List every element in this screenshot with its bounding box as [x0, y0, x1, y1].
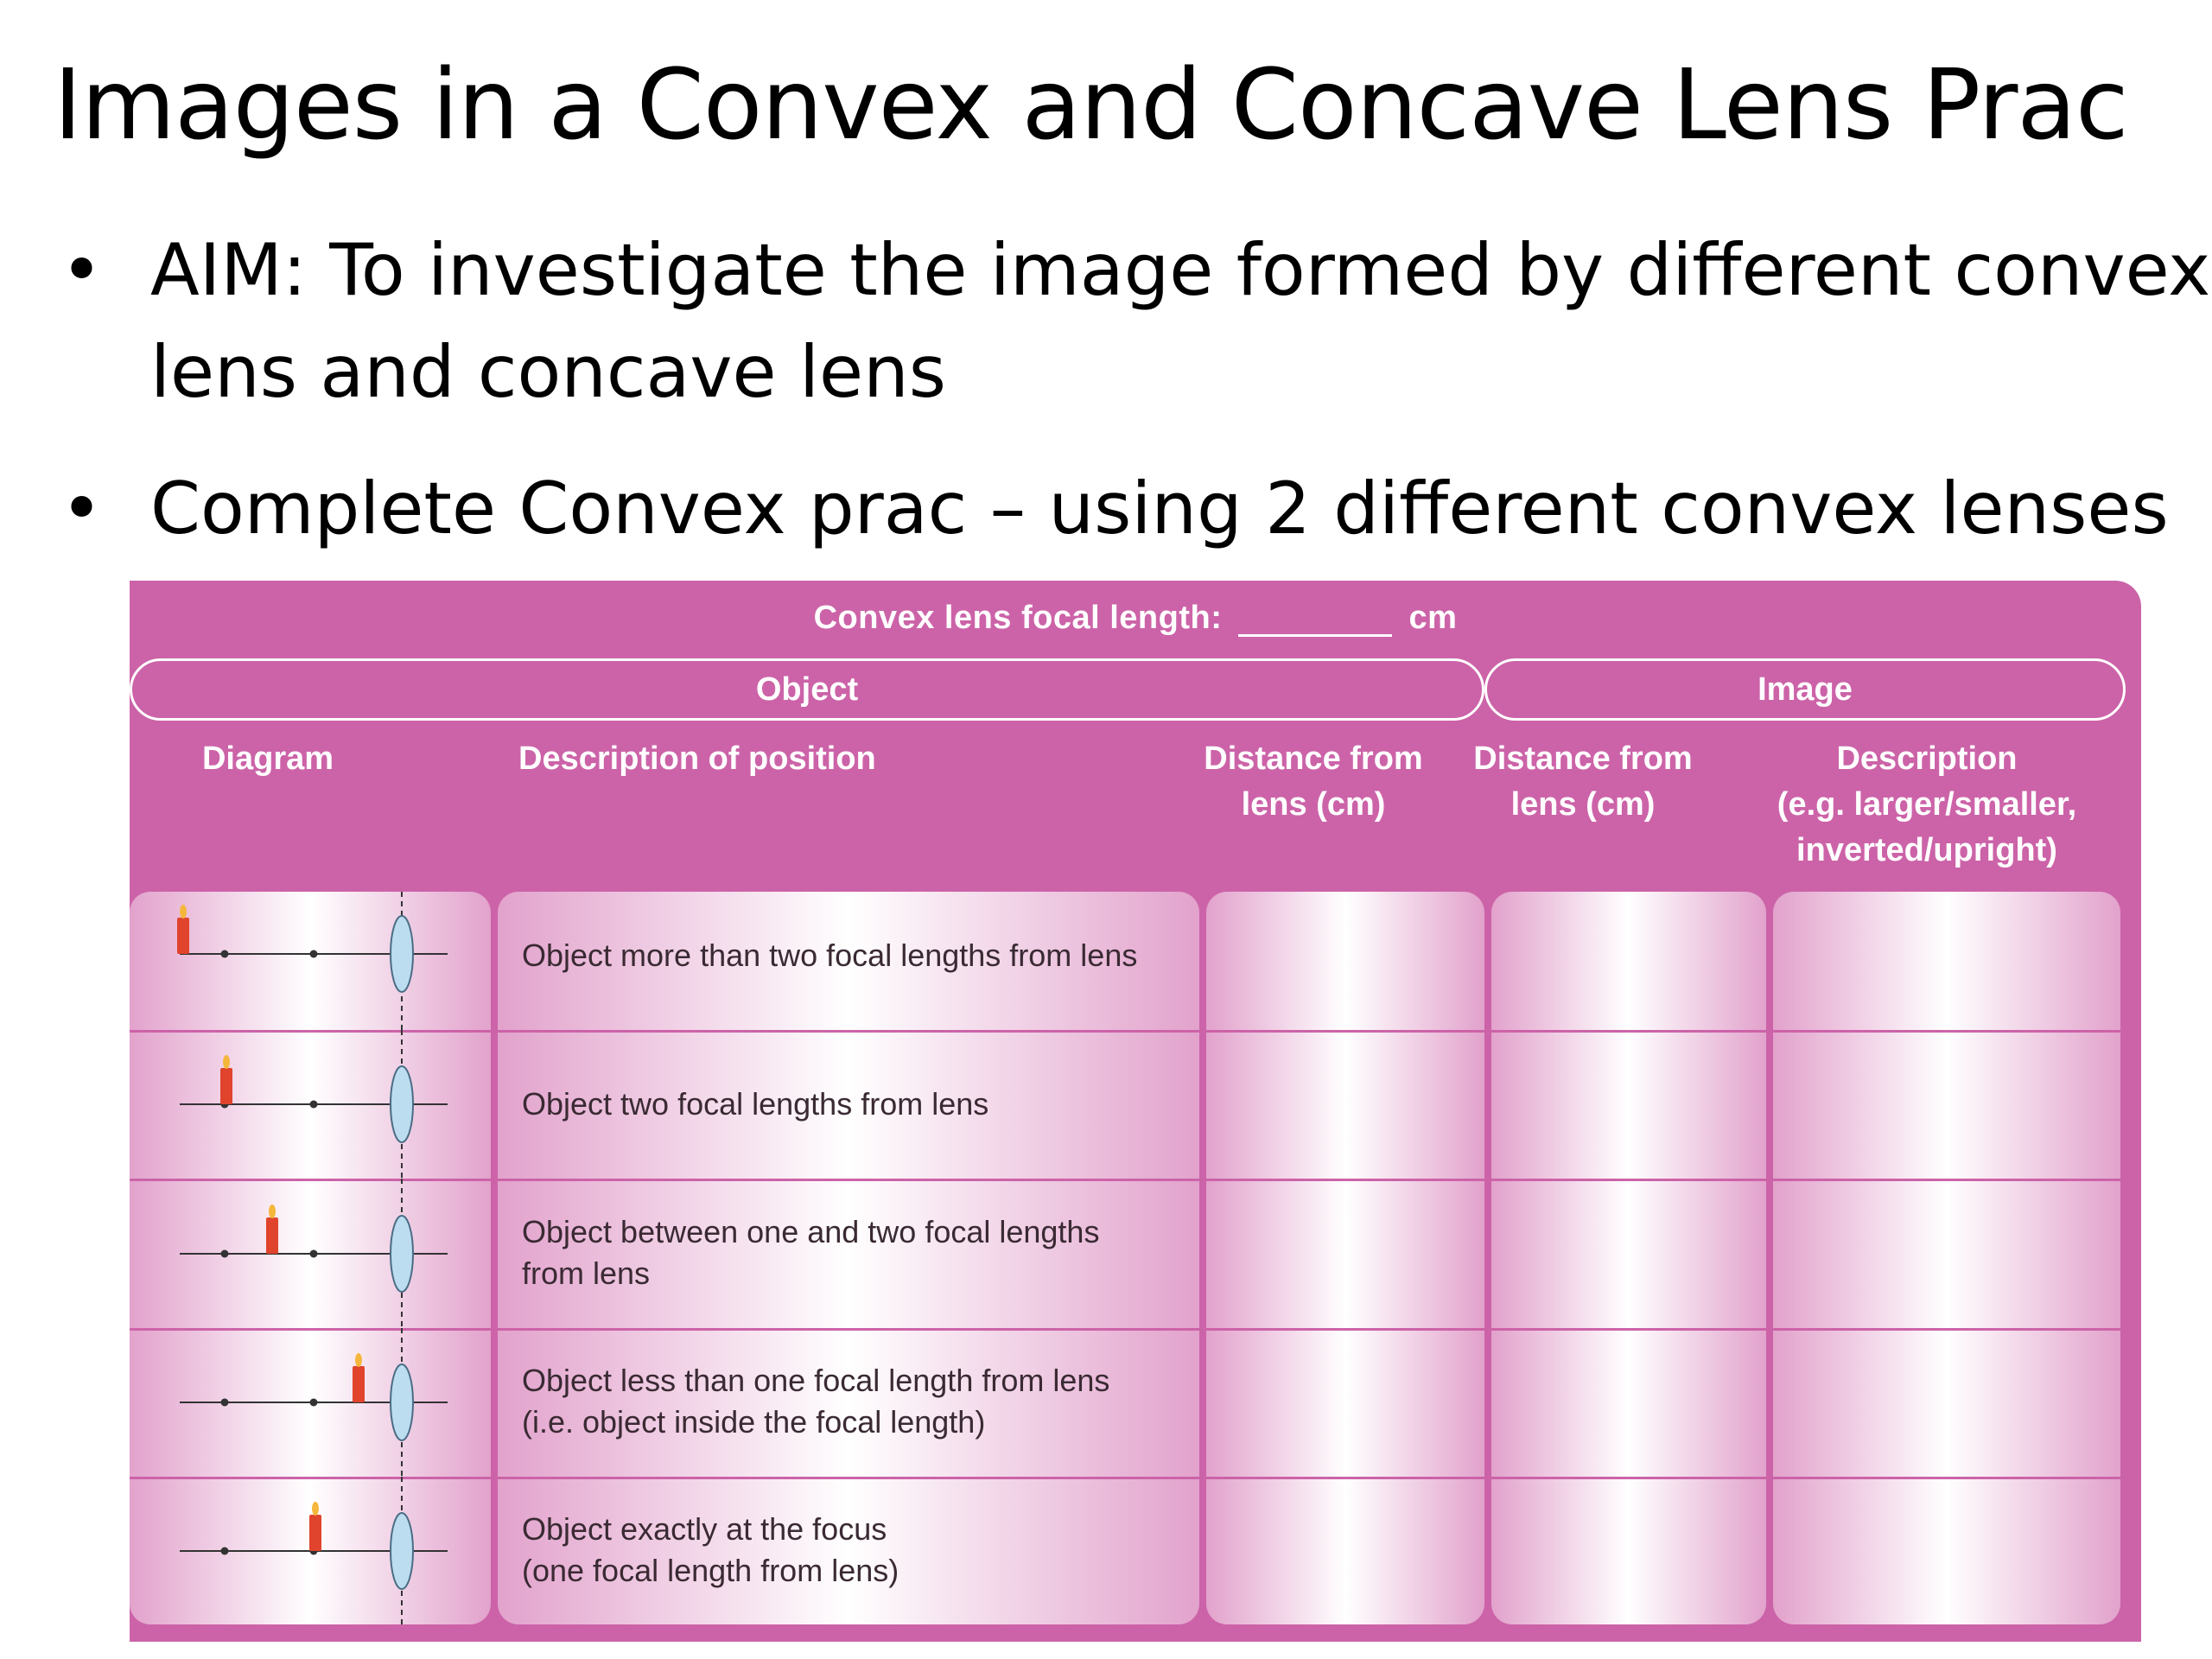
two-focal-length-point — [221, 1548, 229, 1555]
image-group-header: Image — [1484, 658, 2126, 721]
convex-lens-icon — [391, 1066, 413, 1142]
header-image-distance-line-2: lens (cm) — [1510, 786, 1656, 823]
row-1-line-1: Object more than two focal lengths from lens — [522, 938, 1138, 973]
diagram-column — [130, 892, 491, 1624]
two-focal-length-point — [221, 1399, 229, 1407]
header-image-distance — [1471, 736, 1695, 828]
focal-length-line — [130, 600, 2141, 637]
row-3-description — [522, 1211, 1099, 1294]
candle-flame-icon — [180, 905, 187, 918]
candle-object-icon — [177, 918, 189, 954]
focal-point — [310, 1101, 318, 1109]
focal-length-unit: cm — [1408, 600, 1458, 636]
row-5-line-2: (one focal length from lens) — [522, 1553, 899, 1588]
row-1-description — [522, 935, 1137, 976]
candle-flame-icon — [355, 1353, 362, 1367]
candle-object-icon — [266, 1217, 278, 1254]
header-diagram: Diagram — [201, 741, 334, 777]
header-image-distance-line-1: Distance from — [1473, 741, 1693, 777]
focal-point — [310, 1399, 318, 1407]
row-2-description — [522, 1084, 988, 1125]
object-group-header: Object — [130, 658, 1484, 721]
convex-lens-icon — [391, 1216, 413, 1292]
row-3-line-1: Object between one and two focal lengths — [522, 1214, 1100, 1249]
bullet-marker: • — [60, 467, 103, 550]
header-image-description-line-1: Description — [1836, 741, 2018, 777]
convex-lens-icon — [391, 1513, 413, 1589]
focal-length-label: Convex lens focal length: — [813, 600, 1223, 636]
header-image-description — [1767, 736, 2087, 874]
focal-length-blank[interactable] — [1238, 603, 1392, 637]
candle-object-icon — [353, 1366, 365, 1402]
two-focal-length-point — [221, 950, 229, 958]
row-5-line-1: Object exactly at the focus — [522, 1511, 887, 1547]
image-description-column[interactable] — [1773, 892, 2120, 1624]
candle-flame-icon — [312, 1502, 319, 1516]
header-image-description-line-2: (e.g. larger/smaller, — [1777, 786, 2077, 823]
row-4-line-2: (i.e. object inside the focal length) — [522, 1404, 986, 1440]
two-focal-length-point — [221, 1250, 229, 1258]
convex-lens-icon — [391, 1364, 413, 1440]
candle-flame-icon — [223, 1055, 230, 1069]
header-image-description-line-3: inverted/upright) — [1796, 832, 2057, 868]
candle-flame-icon — [269, 1205, 276, 1218]
header-description-of-position: Description of position — [518, 741, 876, 777]
bullet-aim-line-1: AIM: To investigate the image formed by different convex — [150, 228, 2211, 312]
ray-diagram-3 — [130, 1179, 491, 1328]
object-distance-column[interactable] — [1206, 892, 1484, 1624]
slide-title: Images in a Convex and Concave Lens Prac — [54, 49, 2128, 162]
candle-object-icon — [220, 1068, 232, 1104]
ray-diagram-4 — [130, 1328, 491, 1477]
ray-diagram-5 — [130, 1477, 491, 1624]
row-4-line-1: Object less than one focal length from lens — [522, 1363, 1110, 1398]
row-4-description — [522, 1360, 1109, 1443]
header-object-distance — [1201, 736, 1426, 828]
convex-lens-icon — [391, 916, 413, 992]
convex-lens-worksheet-table — [130, 581, 2141, 1642]
ray-diagram-1 — [130, 892, 491, 1030]
candle-object-icon — [309, 1515, 321, 1551]
bullet-marker: • — [60, 228, 103, 312]
row-5-description — [522, 1509, 899, 1592]
header-object-distance-line-1: Distance from — [1204, 741, 1423, 777]
ray-diagram-2 — [130, 1030, 491, 1179]
focal-point — [310, 950, 318, 958]
image-distance-column[interactable] — [1491, 892, 1766, 1624]
bullet-complete-prac-line: Complete Convex prac – using 2 different convex lenses — [150, 467, 2169, 550]
bullet-aim-line-2: lens and concave lens — [150, 330, 946, 414]
row-2-line-1: Object two focal lengths from lens — [522, 1086, 989, 1122]
description-column — [498, 892, 1199, 1624]
row-3-line-2: from lens — [522, 1255, 651, 1291]
header-object-distance-line-2: lens (cm) — [1241, 786, 1386, 823]
focal-point — [310, 1250, 318, 1258]
